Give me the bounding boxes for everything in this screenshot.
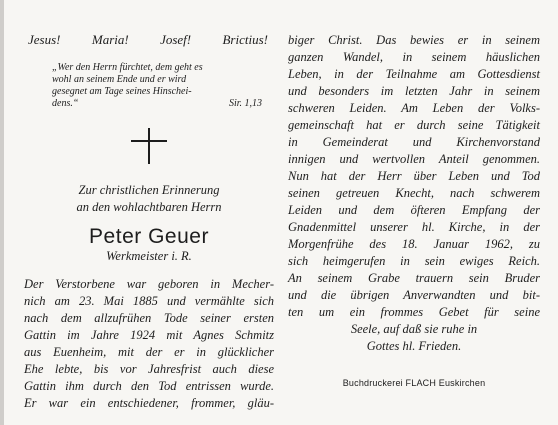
text-line: nich am 23. Mai 1885 und vermählte sich	[24, 294, 274, 308]
right-biography	[288, 32, 540, 355]
left-biography	[24, 276, 274, 412]
text-line: und besonders im letzten Jahr in seinem	[288, 84, 540, 98]
quote-line: wohl an seinem Ende und er wird	[52, 74, 187, 85]
quote-line: dens.“	[52, 98, 79, 109]
text-line: Leben, in der Teilnahme am Gottesdienst	[288, 67, 540, 81]
text-line: Seele, auf daß sie ruhe in	[350, 322, 478, 336]
cross-icon	[131, 128, 167, 164]
text-line: in Gemeinderat und Kirchenvorstand	[288, 135, 540, 149]
right-page	[288, 32, 540, 388]
deceased-name: Peter Geuer	[89, 225, 209, 248]
text-line: An seinem Grabe trauern sein Bruder	[288, 271, 540, 285]
bible-quote	[52, 62, 262, 110]
text-line: Morgenfrühe des 18. Januar 1962, zu	[288, 237, 540, 251]
deceased-profession: Werkmeister i. R.	[106, 249, 192, 263]
text-line: ganzen Wandel, in seinem häuslichen	[288, 50, 540, 64]
text-line: Der Verstorbene war geboren in Mecher-	[24, 277, 274, 291]
quote-line: gesegnet am Tage seines Hinschei-	[52, 86, 192, 97]
text-line: Nun hat der Herr über Leben und Tod	[288, 169, 540, 183]
printer-credit: Buchdruckerei FLACH Euskirchen	[342, 378, 486, 388]
text-line: Er war ein entschiedener, frommer, gläu-	[24, 396, 274, 410]
text-line: Ehe lebte, bis vor Jahresfrist auch diese	[24, 362, 274, 376]
quote-line: „Wer den Herrn fürchtet, dem geht es	[52, 62, 203, 73]
saint-maria: Maria!	[91, 32, 129, 47]
text-line: seinen getreuen Knecht, nach schwerem	[288, 186, 540, 200]
text-line: aus Euenheim, mit der er in glücklicher	[24, 345, 274, 359]
saint-josef: Josef!	[160, 32, 192, 47]
text-line: nach dem allzufrühen Tode seiner ersten	[24, 311, 274, 325]
text-line: gemeinschaft hat er durch seine Tätigkeit	[288, 118, 540, 132]
text-line: innigen und wertvollen Anteil genommen.	[288, 152, 540, 166]
text-line: biger Christ. Das bewies er in seinem	[288, 33, 540, 47]
text-line: ten um ein frommes Gebet für seine	[288, 305, 540, 319]
text-line: Leiden und dem öfteren Empfang der	[288, 203, 540, 217]
memorial-intro	[24, 182, 274, 216]
quote-last-line	[52, 98, 262, 110]
text-line: schweren Leiden. Am Leben der Volks-	[288, 101, 540, 115]
text-line: sich heimgerufen in sein ewiges Reich.	[288, 254, 540, 268]
closing-line: Gottes hl. Frieden.	[366, 339, 462, 353]
text-line: Gattin ihm durch den Tod entrissen wurde.	[24, 379, 274, 393]
saints-header	[24, 32, 274, 48]
quote-reference: Sir. 1,13	[228, 98, 262, 109]
saint-brictius: Brictius!	[222, 32, 268, 47]
text-line: Gnadenmittel unserer hl. Kirche, in der	[288, 220, 540, 234]
text-line: Gattin im Jahre 1924 mit Agnes Schmitz	[24, 328, 274, 342]
saint-jesus: Jesus!	[28, 32, 61, 47]
memorial-line: Zur christlichen Erinnerung	[78, 183, 220, 197]
text-line: und die übrigen Anverwandten und bit-	[288, 288, 540, 302]
left-page	[24, 32, 274, 412]
memorial-line: an den wohlachtbaren Herrn	[76, 200, 222, 214]
